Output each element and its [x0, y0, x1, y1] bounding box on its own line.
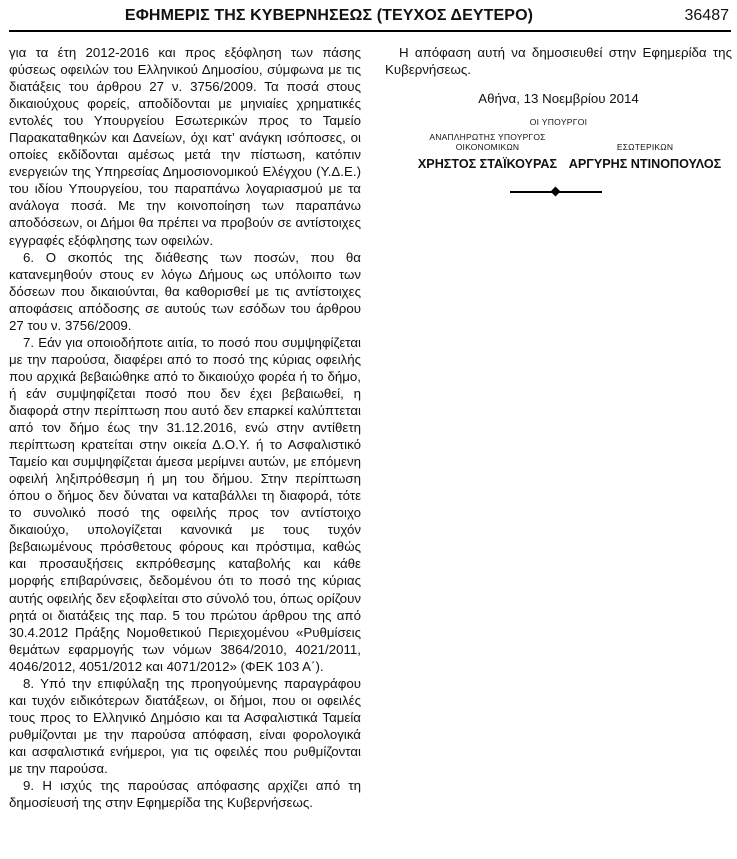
signatory-name: ΧΡΗΣΤΟΣ ΣΤΑΪΚΟΥΡΑΣ	[417, 157, 558, 171]
end-ornament	[510, 188, 602, 196]
ministers-heading: ΟΙ ΥΠΟΥΡΓΟΙ	[529, 117, 588, 127]
paragraph-6: 6. Ο σκοπός της διάθεσης των ποσών, που θα κατανεμηθούν στους εν λόγω Δήμους ως υπόλοιπο των δόσεων που δικαιούνται, θα καθορισθεί με τις αντίστοιχες αποφάσεις απόδοσης σε αυτούς των εσόδων του άρθρου 27 του ν. 3756/2009.	[9, 249, 361, 333]
paragraph-7: 7. Εάν για οποιοδήποτε αιτία, το ποσό που συμψηφίζεται με την παρούσα, διαφέρει από το ποσό της κύριας οφειλής που αρχικά βεβαιώθηκε από το δικαιούχο φορέα ή το δήμο, ή εάν συμψηφίζεται ποσό που δεν έχει βεβαιωθεί, η διαφορά στην περίπτωση που αυτό δεν επαρκεί καλύπτεται από τον δήμο έως την 31.12.2016, ενώ στην αντίθετη περίπτωση κρατείται στην οικεία Δ.Ο.Υ. ή το Ασφαλιστικό Ταμείο και συμψηφίζεται άμεσα μερίμνει αυτών, με επόμενη οφειλή ληξιπρόθεσμη ή μη του δήμου. Στην περίπτωση όπου ο δήμος δεν δύναται να καταβάλλει τη διαφορά, τότε το συνολικό ποσό της οφειλής προς τον αντίστοιχο δικαιούχο, υπολογίζεται κανονικά με τους τυχόν βεβαιωμένους πρόσθετους φόρους και πρόστιμα, καθώς και προσαυξήσεις εκπρόθεσμης καταβολής και κάθε μορφής επιβαρύνσεις, δεδομένου ότι το ποσό της κύριας αυτής οφειλής δεν εξοφλείται στο σύνολό του, όπως ορίζουν ρητά οι διατάξεις της παρ. 5 του πρώτου άρθρου της από 30.4.2012 Πράξης Νομοθετικού Περιεχομένου «Ρυθμίσεις θεμάτων εφαρμογής των νόμων 3864/2010, 4021/2011, 4046/2012, 4051/2012 και 4071/2012» (ΦΕΚ 103 Α΄).	[9, 334, 361, 674]
signatory-role-ministry: ΟΙΚΟΝΟΜΙΚΩΝ	[455, 142, 520, 152]
left-column	[9, 44, 361, 811]
publication-note: Η απόφαση αυτή να δημοσιευθεί στην Εφημερίδα της Κυβερνήσεως.	[385, 45, 732, 78]
signatory-role-ministry: ΕΣΩΤΕΡΙΚΩΝ	[616, 142, 674, 152]
paragraph-9: 9. Η ισχύς της παρούσας απόφασης αρχίζει από τη δημοσίευσή της στην Εφημερίδα της Κυβερνήσεως.	[9, 778, 361, 811]
signature-block-finance	[405, 132, 570, 173]
signatory-role: ΑΝΑΠΛΗΡΩΤΗΣ ΥΠΟΥΡΓΟΣ	[429, 132, 546, 142]
paragraph-8: 8. Υπό την επιφύλαξη της προηγούμενης παραγράφου και τυχόν ειδικότερων διατάξεων, οι δήμοι, που οι οφειλές τους προς το Ελληνικό Δημόσιο και τα Ασφαλιστικά Ταμεία ρυθμίζονται με την παρούσα απόφαση, είναι φορολογικά και ασφαλιστικά ενήμεροι, για τις οφειλές που ρυθμίζονται με την παρούσα.	[9, 675, 361, 776]
ornament-diamond-icon	[551, 187, 561, 197]
signature-block-interior	[560, 142, 730, 173]
paragraph-continued: για τα έτη 2012-2016 και προς εξόφληση των πάσης φύσεως οφειλών του Ελληνικού Δημοσίου, σύμφωνα με τις διατάξεις του άρθρου 27 ν. 3756/2009. Τα ποσά στους δικαιούχους φορείς, αποδίδονται με μηνιαίες χρηματικές εντολές του Υπουργείου Εσωτερικών προς το Ταμείο Παρακαταθηκών και Δανείων, όχι κατ’ ανάγκη ισόποσες, οι οποίες εκδίδονται αμέσως μετά την πίστωση, κατόπιν ενεργειών της Υπηρεσίας Δημοσιονομικού Ελέγχου (Υ.Δ.Ε.) του ιδίου Υπουργείου, του παραπάνω λογαριασμού με τα ανάλογα ποσά. Με την κοινοποίηση των παραπάνω αποδόσεων, οι Δήμοι θα πρέπει να προβούν σε αντίστοιχες εγγραφές εξόφλησης των οφειλών.	[9, 45, 361, 248]
place-date: Αθήνα, 13 Νοεμβρίου 2014	[478, 91, 639, 106]
signatory-name: ΑΡΓΥΡΗΣ ΝΤΙΝΟΠΟΥΛΟΣ	[568, 157, 722, 171]
right-column	[385, 44, 732, 214]
page-number: 36487	[684, 7, 729, 24]
gazette-title: ΕΦΗΜΕΡΙΣ ΤΗΣ ΚΥΒΕΡΝΗΣΕΩΣ (ΤΕΥΧΟΣ ΔΕΥΤΕΡΟ)	[124, 7, 534, 24]
page-header	[9, 4, 731, 32]
